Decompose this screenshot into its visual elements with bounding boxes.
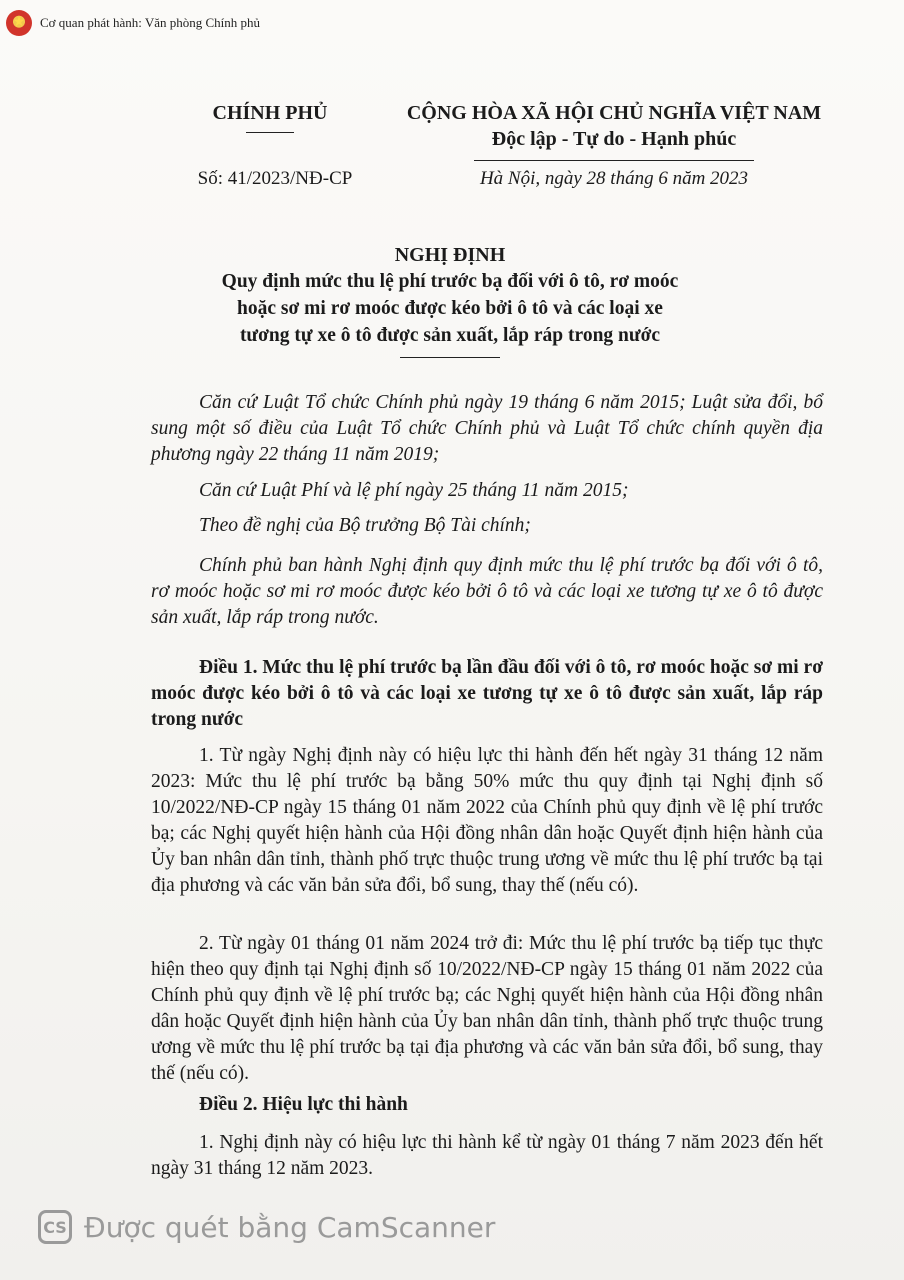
document-number: Số: 41/2023/NĐ-CP	[197, 168, 353, 189]
agency-underline	[246, 132, 294, 133]
issuer-text: Cơ quan phát hành: Văn phòng Chính phủ	[40, 15, 261, 30]
title-line-2: hoặc sơ mi rơ moóc được kéo bởi ô tô và các loại xe	[237, 298, 663, 319]
doc-type: NGHỊ ĐỊNH	[394, 244, 506, 266]
motto-underline	[474, 160, 754, 161]
article-1-clause-2: 2. Từ ngày 01 tháng 01 năm 2024 trở đi: Mức thu lệ phí trước bạ tiếp tục thực hiện theo quy định tại Nghị định số 10/2022/NĐ-CP ngày 15 tháng 01 năm 2022 của Chính phủ quy định về lệ phí trước bạ; các Nghị quyết hiện hành của Hội đồng nhân dân hoặc Quyết định hiện hành của Ủy ban nhân dân tỉnh, thành phố trực thuộc trung ương về mức thu lệ phí trước bạ tại địa phương và các văn bản sửa đổi, bổ sung, thay thế (nếu có).	[151, 933, 823, 1084]
preamble-issuance: Chính phủ ban hành Nghị định quy định mức thu lệ phí trước bạ đối với ô tô, rơ moóc hoặc sơ mi rơ moóc được kéo bởi ô tô và các loại xe tương tự xe ô tô được sản xuất, lắp ráp trong nước.	[151, 555, 823, 628]
article-1-heading: Điều 1. Mức thu lệ phí trước bạ lần đầu đối với ô tô, rơ moóc hoặc sơ mi rơ moóc được kéo bởi ô tô và các loại xe tương tự xe ô tô được sản xuất, lắp ráp trong nước	[151, 657, 823, 730]
place-date: Hà Nội, ngày 28 tháng 6 năm 2023	[479, 168, 749, 189]
document-title	[150, 242, 750, 358]
title-line-1: Quy định mức thu lệ phí trước bạ đối với ô tô, rơ moóc	[221, 271, 679, 292]
title-line-3: tương tự xe ô tô được sản xuất, lắp ráp trong nước	[239, 325, 661, 346]
issuer-bar	[6, 8, 260, 38]
watermark-text: Được quét bằng CamScanner	[84, 1210, 496, 1244]
national-emblem-icon: ★	[6, 10, 32, 36]
agency-name: CHÍNH PHỦ	[212, 102, 328, 124]
preamble-proposal: Theo đề nghị của Bộ trưởng Bộ Tài chính;	[199, 515, 531, 536]
preamble-legal-basis-1: Căn cứ Luật Tổ chức Chính phủ ngày 19 tháng 6 năm 2015; Luật sửa đổi, bổ sung một số điều của Luật Tổ chức Chính phủ và Luật Tổ chức chính quyền địa phương ngày 22 tháng 11 năm 2019;	[151, 392, 823, 465]
nation-name: CỘNG HÒA XÃ HỘI CHỦ NGHĨA VIỆT NAM	[406, 102, 822, 124]
preamble-legal-basis-2: Căn cứ Luật Phí và lệ phí ngày 25 tháng 11 năm 2015;	[199, 480, 629, 501]
camscanner-watermark	[38, 1206, 495, 1248]
article-2-clause-1: 1. Nghị định này có hiệu lực thi hành kể từ ngày 01 tháng 7 năm 2023 đến hết ngày 31 tháng 12 năm 2023.	[151, 1132, 823, 1179]
article-2-heading: Điều 2. Hiệu lực thi hành	[199, 1094, 408, 1115]
camscanner-logo-icon: CS	[38, 1210, 72, 1244]
article-1-clause-1: 1. Từ ngày Nghị định này có hiệu lực thi hành đến hết ngày 31 tháng 12 năm 2023: Mức thu lệ phí trước bạ bằng 50% mức thu quy định tại Nghị định số 10/2022/NĐ-CP ngày 15 tháng 01 năm 2022 của Chính phủ quy định về lệ phí trước bạ; các Nghị quyết hiện hành của Hội đồng nhân dân hoặc Quyết định hiện hành của Ủy ban nhân dân tỉnh, thành phố trực thuộc trung ương về mức thu lệ phí trước bạ tại địa phương và các văn bản sửa đổi, bổ sung, thay thế (nếu có).	[151, 745, 823, 896]
motto: Độc lập - Tự do - Hạnh phúc	[491, 128, 737, 150]
title-underline	[400, 357, 500, 358]
nation-header	[400, 100, 828, 161]
agency-header	[190, 100, 350, 133]
